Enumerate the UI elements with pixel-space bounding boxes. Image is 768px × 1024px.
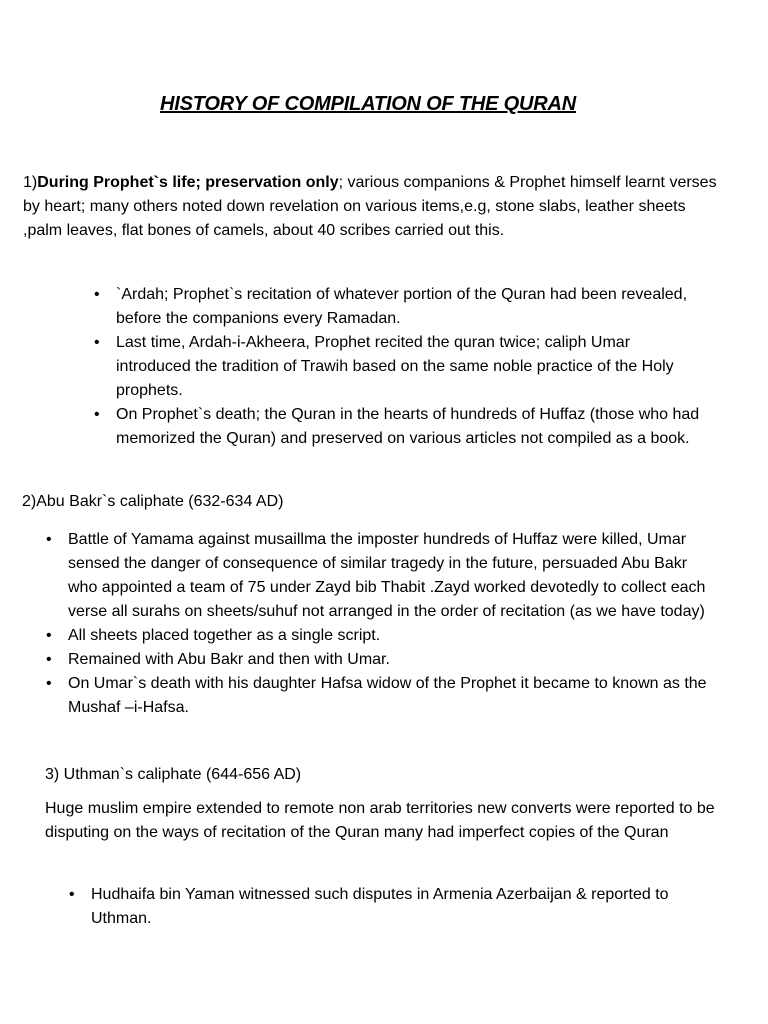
list-item bbox=[46, 648, 708, 672]
list-item bbox=[46, 624, 708, 648]
bullet-icon: • bbox=[46, 531, 52, 548]
section3-paragraph: Huge muslim empire extended to remote non arab territories new converts were reported to be disputing on the ways of recitation of the Quran many had imperfect copies of the Quran bbox=[45, 800, 715, 841]
list-item bbox=[46, 672, 708, 720]
list-item bbox=[94, 403, 706, 451]
list-item bbox=[46, 528, 708, 624]
list-item-text: Battle of Yamama against musaillma the imposter hundreds of Huffaz were killed, Umar sensed the danger of consequence of similar tragedy in the future, persuaded Abu Bakr who appointed a team of 75 under Zayd bib Thabit .Zayd worked devotedly to collect each verse all surahs on sheets/suhuf not arranged in the order of recitation (as we have today) bbox=[68, 531, 706, 620]
page-title: HISTORY OF COMPILATION OF THE QURAN bbox=[160, 93, 576, 115]
list-item-text: `Ardah; Prophet`s recitation of whatever portion of the Quran had been revealed, before the companions every Ramadan. bbox=[116, 286, 688, 327]
section2-heading: 2)Abu Bakr`s caliphate (632-634 AD) bbox=[22, 493, 284, 510]
list-item bbox=[94, 331, 706, 403]
section1-paragraph bbox=[23, 171, 723, 243]
list-item bbox=[94, 283, 706, 331]
bullet-icon: • bbox=[69, 886, 75, 903]
list-item-text: All sheets placed together as a single script. bbox=[68, 627, 381, 644]
section1-bold-lead: During Prophet`s life; preservation only bbox=[37, 174, 339, 191]
list-item-text: Hudhaifa bin Yaman witnessed such disputes in Armenia Azerbaijan & reported to Uthman. bbox=[91, 886, 669, 927]
bullet-icon: • bbox=[46, 651, 52, 668]
section1-text: ; various companions & Prophet himself learnt verses by heart; many others noted down revelation on various items,e.g, stone slabs, leather sheets ,palm leaves, flat bones of camels, about 40 scribes carried out this. bbox=[23, 174, 717, 239]
list-item bbox=[69, 883, 711, 931]
bullet-icon: • bbox=[46, 627, 52, 644]
section2-bullet-list bbox=[46, 528, 708, 720]
section3-bullet-list bbox=[69, 883, 711, 931]
list-item-text: On Umar`s death with his daughter Hafsa widow of the Prophet it became to known as the Mushaf –i-Hafsa. bbox=[68, 675, 707, 716]
bullet-icon: • bbox=[94, 406, 100, 423]
list-item-text: On Prophet`s death; the Quran in the hearts of hundreds of Huffaz (those who had memorized the Quran) and preserved on various articles not compiled as a book. bbox=[116, 406, 700, 447]
section1-bullet-list bbox=[94, 283, 706, 451]
bullet-icon: • bbox=[94, 334, 100, 351]
list-item-text: Last time, Ardah-i-Akheera, Prophet recited the quran twice; caliph Umar introduced the tradition of Trawih based on the same noble practice of the Holy prophets. bbox=[116, 334, 674, 399]
list-item-text: Remained with Abu Bakr and then with Umar. bbox=[68, 651, 390, 668]
bullet-icon: • bbox=[94, 286, 100, 303]
section1-number: 1) bbox=[23, 174, 38, 191]
section3-heading: 3) Uthman`s caliphate (644-656 AD) bbox=[45, 766, 302, 783]
bullet-icon: • bbox=[46, 675, 52, 692]
